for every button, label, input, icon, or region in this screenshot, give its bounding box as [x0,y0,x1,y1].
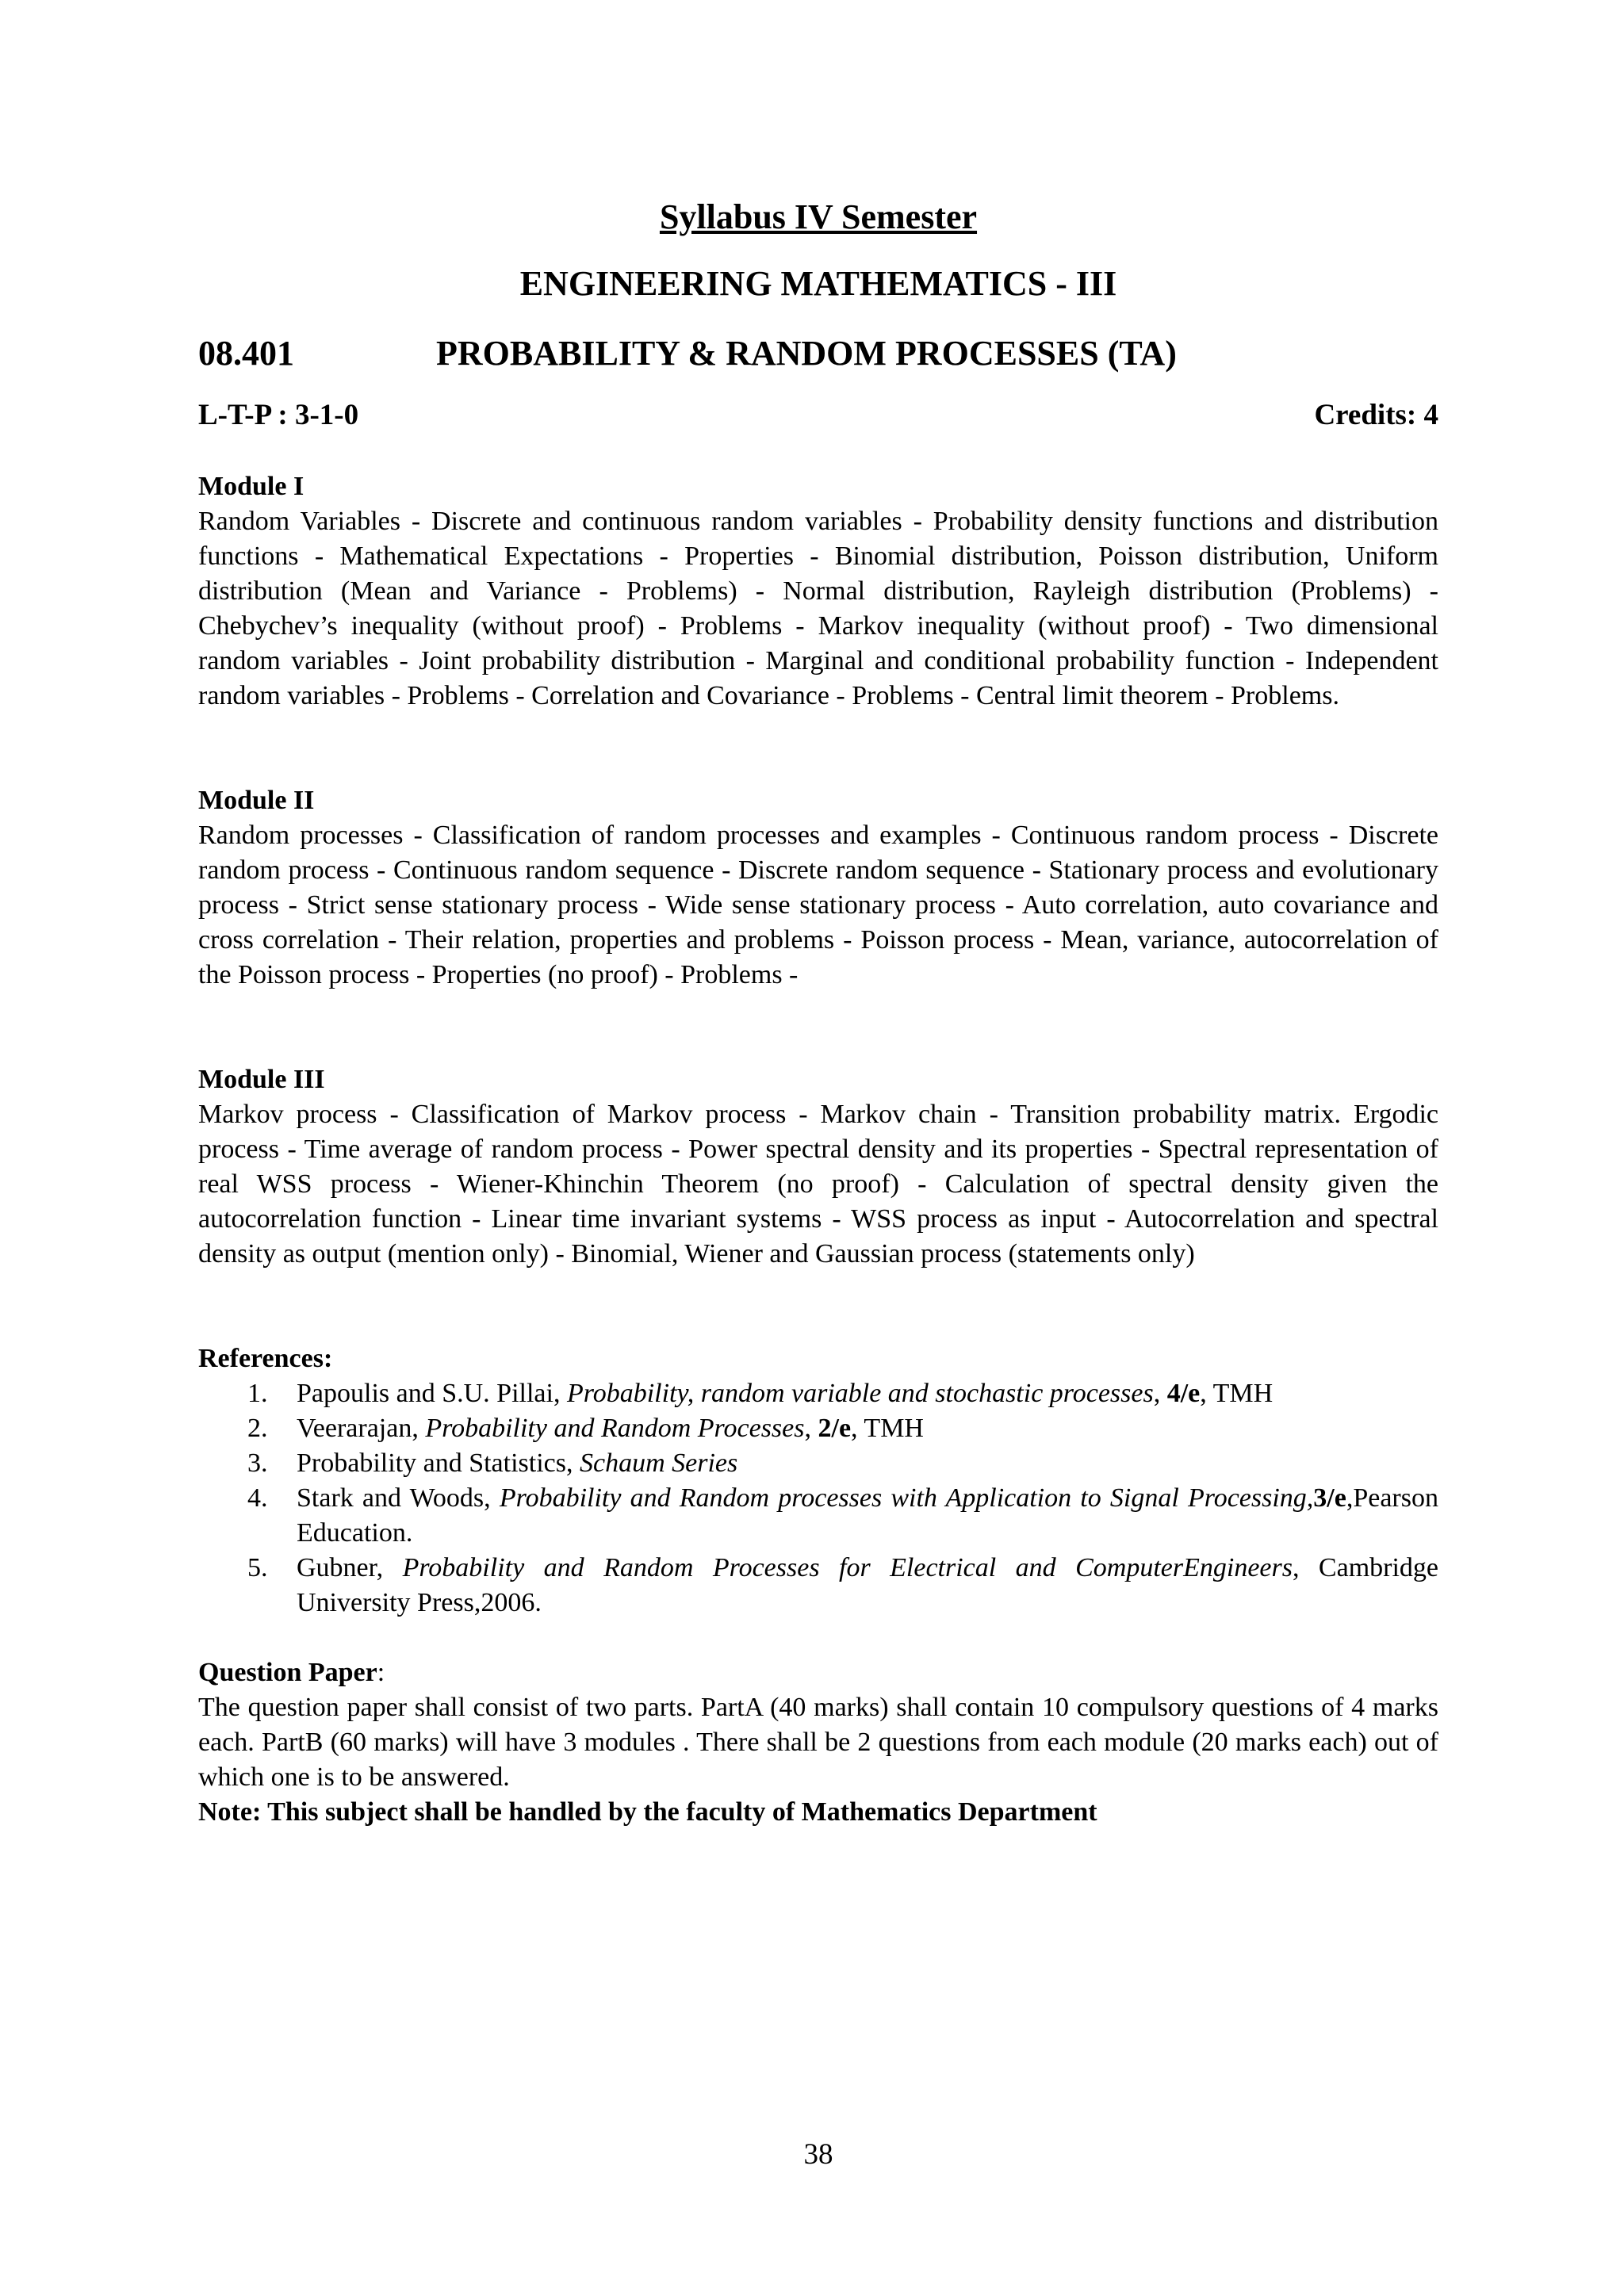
reference-author: Gubner, [297,1553,403,1582]
reference-title: Probability and Random processes with Application to Signal Processing, [499,1483,1314,1513]
reference-number: 5. [247,1553,268,1582]
references-heading: References: [198,1344,333,1373]
module-text: Random processes - Classification of random processes and examples - Continuous random process - Discrete random process - Continuous random sequence - Discrete random sequence - Stationary process and evolutionary process - Strict sense stationary process - Wide sense stationary process - Auto correlation, auto covariance and cross correlation - Their relation, properties and problems - Poisson process - Mean, variance, autocorrelation of the Poisson process - Properties (no proof) - Problems - [198,821,1438,989]
reference-publisher: Cambridge University Press,2006. [297,1553,1438,1617]
course-title: PROBABILITY & RANDOM PROCESSES (TA) [436,334,1177,373]
question-paper-heading-row [198,1655,1438,1690]
reference-number: 2. [247,1414,268,1443]
course-code: 08.401 [198,334,294,373]
module-1 [198,469,1438,714]
reference-sep: , [1292,1553,1319,1582]
question-paper-colon: : [377,1658,385,1687]
module-text: Markov process - Classification of Markov process - Markov chain - Transition probability matrix. Ergodic process - Time average of random process - Power spectral density and its properties - Spectral representation of real WSS process - Wiener-Khinchin Theorem (no proof) - Calculation of spectral density given the autocorrelation function - Linear time invariant systems - WSS process as input - Autocorrelation and spectral density as output (mention only) - Binomial, Wiener and Gaussian process (statements only) [198,1100,1438,1269]
module-text: Random Variables - Discrete and continuous random variables - Probability density functions and distribution functions - Mathematical Expectations - Properties - Binomial distribution, Poisson distribution, Uniform distribution (Mean and Variance - Problems) - Normal distribution, Rayleigh distribution (Problems) - Chebychev’s inequality (without proof) - Problems - Markov inequality (without proof) - Two dimensional random variables - Joint probability distribution - Marginal and conditional probability function - Independent random variables - Problems - Correlation and Covariance - Problems - Central limit theorem - Problems. [198,507,1438,710]
credits-label: Credits: 4 [1314,399,1438,431]
reference-publisher: , TMH [1200,1379,1274,1408]
reference-publisher: ,Pearson Education. [297,1483,1438,1548]
syllabus-title: Syllabus IV Semester [659,197,978,236]
module-heading: Module III [198,1065,325,1094]
reference-sep: , [1153,1379,1167,1408]
reference-publisher: , TMH [851,1414,924,1443]
reference-item [198,1376,1438,1411]
reference-item [198,1446,1438,1481]
reference-title: Probability, random variable and stochastic processes [566,1379,1154,1408]
reference-number: 4. [247,1483,268,1513]
reference-author: Veerarajan, [297,1414,426,1443]
reference-edition: 3/e [1313,1483,1346,1513]
reference-sep: , [804,1414,818,1443]
question-paper-section [198,1655,1438,1830]
question-paper-note: Note: This subject shall be handled by the faculty of Mathematics Department [198,1797,1097,1827]
module-2 [198,783,1438,993]
syllabus-page [198,0,1438,2296]
reference-author: Papoulis and S.U. Pillai, [297,1379,567,1408]
reference-author: Probability and Statistics, [297,1448,580,1478]
module-heading: Module I [198,472,304,501]
reference-number: 3. [247,1448,268,1478]
module-3 [198,1062,1438,1272]
reference-title: Probability and Random Processes for Electrical and ComputerEngineers [402,1553,1293,1582]
subject-title: ENGINEERING MATHEMATICS - III [519,264,1117,303]
question-paper-text: The question paper shall consist of two parts. PartA (40 marks) shall contain 10 compulsory questions of 4 marks each. PartB (60 marks) will have 3 modules . There shall be 2 questions from each module (20 marks each) out of which one is to be answered. [198,1693,1438,1792]
page-number: 38 [803,2138,833,2171]
reference-author: Stark and Woods, [297,1483,500,1513]
reference-edition: 2/e [818,1414,852,1443]
reference-title: Probability and Random Processes [425,1414,805,1443]
references-list [198,1376,1438,1621]
ltp-label: L-T-P : 3-1-0 [198,399,359,431]
module-heading: Module II [198,786,315,815]
reference-item [198,1481,1438,1551]
reference-item [198,1551,1438,1621]
question-paper-heading: Question Paper [198,1658,377,1687]
reference-edition: 4/e [1166,1379,1201,1408]
references-section [198,1341,1438,1621]
reference-number: 1. [247,1379,268,1408]
reference-title: Schaum Series [579,1448,738,1478]
reference-item [198,1411,1438,1446]
